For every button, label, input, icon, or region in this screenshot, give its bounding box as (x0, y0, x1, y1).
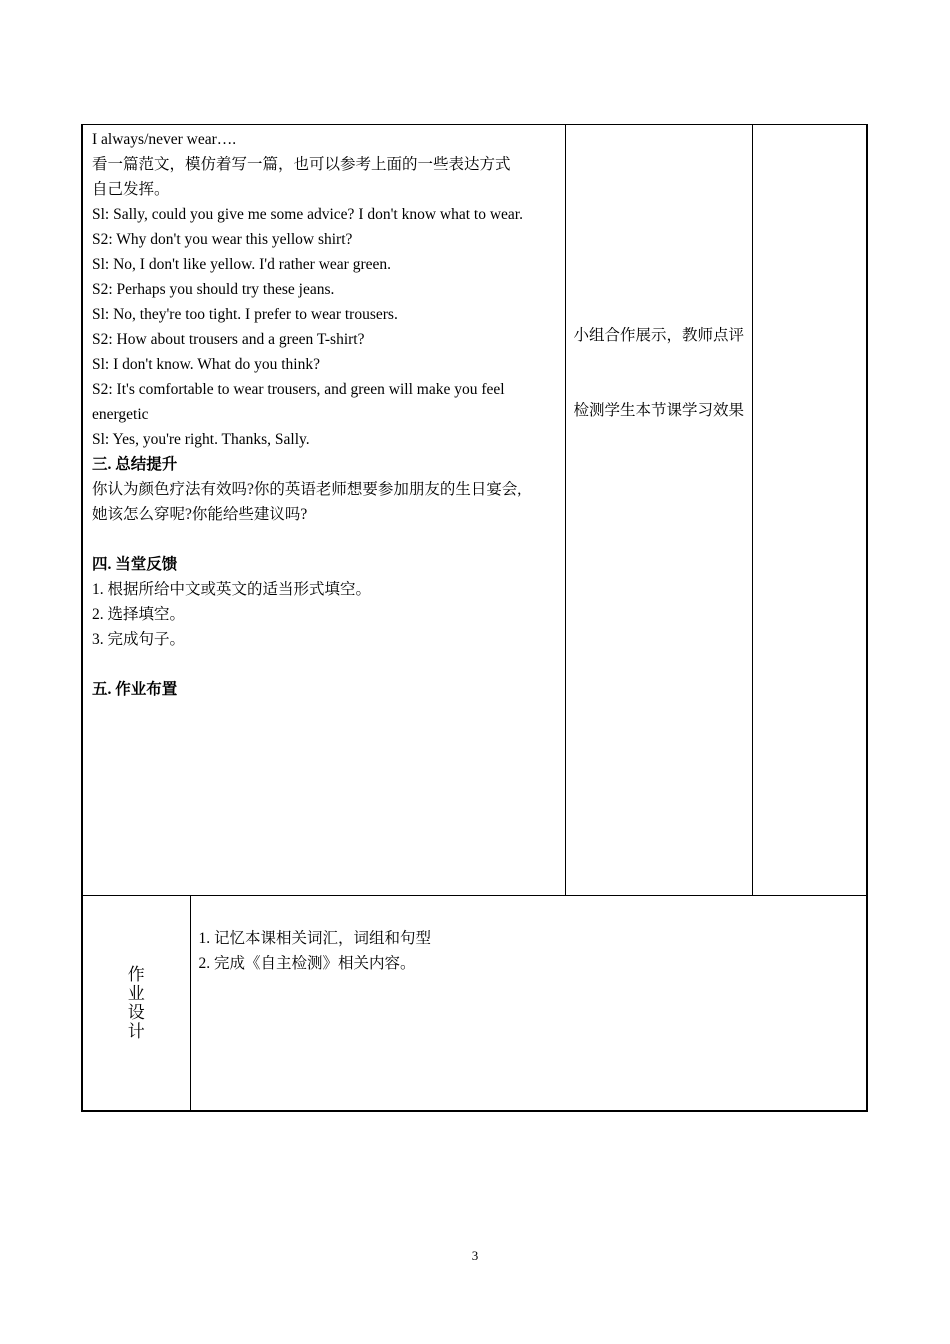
text-line (92, 652, 559, 677)
section-heading: 五. 作业布置 (92, 681, 178, 698)
text-line: Sl: Sally, could you give me some advice? I don't know what to wear. (92, 206, 523, 223)
text-line: Sl: I don't know. What do you think? (92, 356, 320, 373)
homework-label (83, 965, 190, 1041)
section-heading: 三. 总结提升 (92, 456, 178, 473)
text-line: energetic (92, 406, 149, 423)
section-heading: 四. 当堂反馈 (92, 556, 178, 573)
remarks-cell (752, 125, 867, 896)
homework-label-char: 业 (127, 984, 145, 1003)
text-line: S2: How about trousers and a green T-shirt? (92, 331, 365, 348)
lesson-plan-table (81, 124, 868, 1112)
text-line: 自己发挥。 (92, 181, 170, 198)
homework-content-cell (190, 896, 867, 1112)
activity-text (92, 127, 559, 702)
homework-design-row (82, 896, 867, 1112)
homework-item-2: 2. 完成《自主检测》相关内容。 (198, 955, 416, 972)
activity-cell (82, 125, 565, 896)
purpose-note-1: 小组合作展示，教师点评 (573, 327, 745, 344)
text-line: 2. 选择填空。 (92, 606, 186, 623)
text-line: 看一篇范文，模仿着写一篇，也可以参考上面的一些表达方式 (92, 156, 511, 173)
text-line: I always/never wear…. (92, 131, 237, 148)
purpose-cell (565, 125, 752, 896)
homework-label-char: 设 (127, 1003, 145, 1022)
text-line: S2: It's comfortable to wear trousers, and green will make you feel (92, 381, 505, 398)
page-number: 3 (471, 1248, 479, 1263)
text-line: S2: Perhaps you should try these jeans. (92, 281, 335, 298)
text-line: Sl: Yes, you're right. Thanks, Sally. (92, 431, 310, 448)
homework-label-char: 作 (127, 965, 145, 984)
text-line: 3. 完成句子。 (92, 631, 186, 648)
text-line: Sl: No, I don't like yellow. I'd rather wear green. (92, 256, 391, 273)
homework-item-1: 1. 记忆本课相关词汇，词组和句型 (198, 930, 432, 947)
text-line: Sl: No, they're too tight. I prefer to wear trousers. (92, 306, 398, 323)
text-line: 1. 根据所给中文或英文的适当形式填空。 (92, 581, 372, 598)
text-line: 她该怎么穿呢?你能给些建议吗? (92, 506, 308, 523)
homework-label-char: 计 (127, 1022, 145, 1041)
text-line: S2: Why don't you wear this yellow shirt? (92, 231, 353, 248)
text-line (92, 527, 559, 552)
purpose-note-2: 检测学生本节课学习效果 (573, 402, 745, 419)
teaching-process-row (82, 125, 867, 896)
homework-label-cell (82, 896, 190, 1112)
text-line: 你认为颜色疗法有效吗?你的英语老师想要参加朋友的生日宴会, (92, 481, 522, 498)
